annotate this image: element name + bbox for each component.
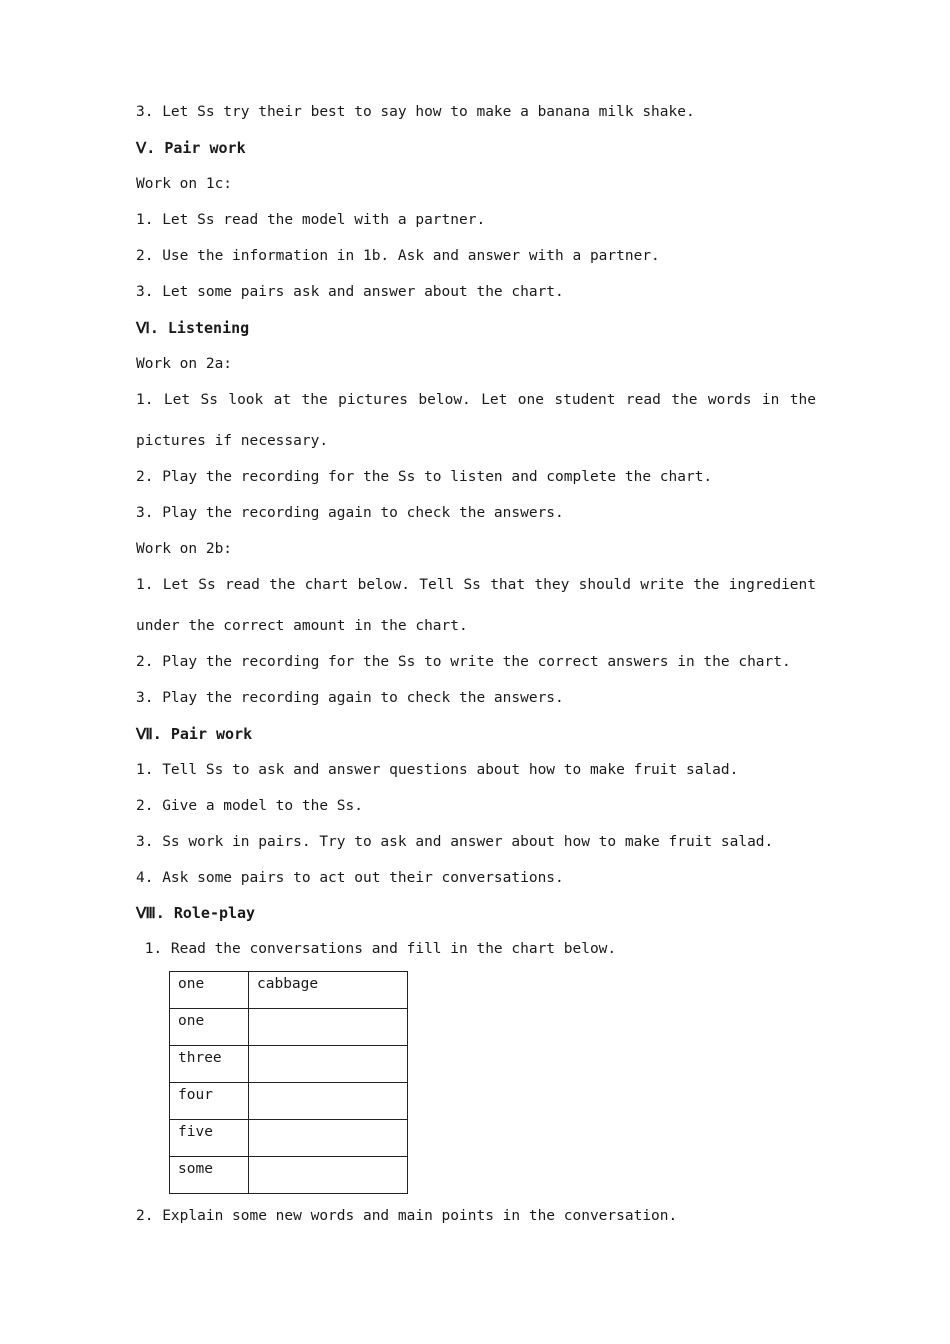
ingredient-cell[interactable]: [249, 1083, 408, 1120]
table-row: [170, 1120, 408, 1157]
instruction-line: 4. Ask some pairs to act out their conversations.: [136, 870, 564, 886]
section-heading-role-play: Ⅷ. Role-play: [136, 904, 256, 922]
amount-cell: four: [170, 1083, 249, 1120]
instruction-line: 3. Ss work in pairs. Try to ask and answer about how to make fruit salad.: [136, 834, 774, 850]
instruction-line: 1. Let Ss read the model with a partner.: [136, 212, 486, 228]
table-row: [170, 972, 408, 1009]
amount-cell: one: [170, 1009, 249, 1046]
instruction-line: 2. Explain some new words and main points in the conversation.: [136, 1208, 678, 1224]
instruction-line: 2. Give a model to the Ss.: [136, 798, 363, 814]
amount-cell: five: [170, 1120, 249, 1157]
instruction-line: 2. Play the recording for the Ss to write the correct answers in the chart.: [136, 654, 791, 670]
section-heading-listening: Ⅵ. Listening: [136, 319, 250, 337]
work-on-label: Work on 1c:: [136, 176, 233, 192]
table-row: [170, 1083, 408, 1120]
ingredient-cell[interactable]: cabbage: [249, 972, 408, 1009]
work-on-label: Work on 2a:: [136, 356, 233, 372]
instruction-line: 1. Let Ss read the chart below. Tell Ss that they should write the ingredient: [136, 577, 816, 593]
work-on-label: Work on 2b:: [136, 541, 233, 557]
amount-cell: one: [170, 972, 249, 1009]
instruction-line-continued: pictures if necessary.: [136, 433, 329, 449]
instruction-line: 3. Play the recording again to check the answers.: [136, 505, 564, 521]
table-row: [170, 1157, 408, 1194]
instruction-line-continued: under the correct amount in the chart.: [136, 618, 468, 634]
instruction-line: 2. Play the recording for the Ss to listen and complete the chart.: [136, 469, 713, 485]
instruction-line: 1. Let Ss look at the pictures below. Let one student read the words in the: [136, 392, 816, 408]
ingredient-chart: [169, 971, 408, 1194]
amount-cell: three: [170, 1046, 249, 1083]
ingredient-cell[interactable]: [249, 1120, 408, 1157]
instruction-line: 3. Let some pairs ask and answer about the chart.: [136, 284, 564, 300]
instruction-line: 3. Let Ss try their best to say how to make a banana milk shake.: [136, 104, 695, 120]
table-row: [170, 1046, 408, 1083]
instruction-line: 2. Use the information in 1b. Ask and answer with a partner.: [136, 248, 660, 264]
section-heading-pair-work-2: Ⅶ. Pair work: [136, 725, 253, 743]
instruction-line: 1. Read the conversations and fill in the chart below.: [136, 941, 617, 957]
section-heading-pair-work: Ⅴ. Pair work: [136, 139, 246, 157]
instruction-line: 3. Play the recording again to check the answers.: [136, 690, 564, 706]
instruction-line: 1. Tell Ss to ask and answer questions about how to make fruit salad.: [136, 762, 739, 778]
ingredient-cell[interactable]: [249, 1046, 408, 1083]
ingredient-cell[interactable]: [249, 1157, 408, 1194]
ingredient-cell[interactable]: [249, 1009, 408, 1046]
amount-cell: some: [170, 1157, 249, 1194]
table-row: [170, 1009, 408, 1046]
